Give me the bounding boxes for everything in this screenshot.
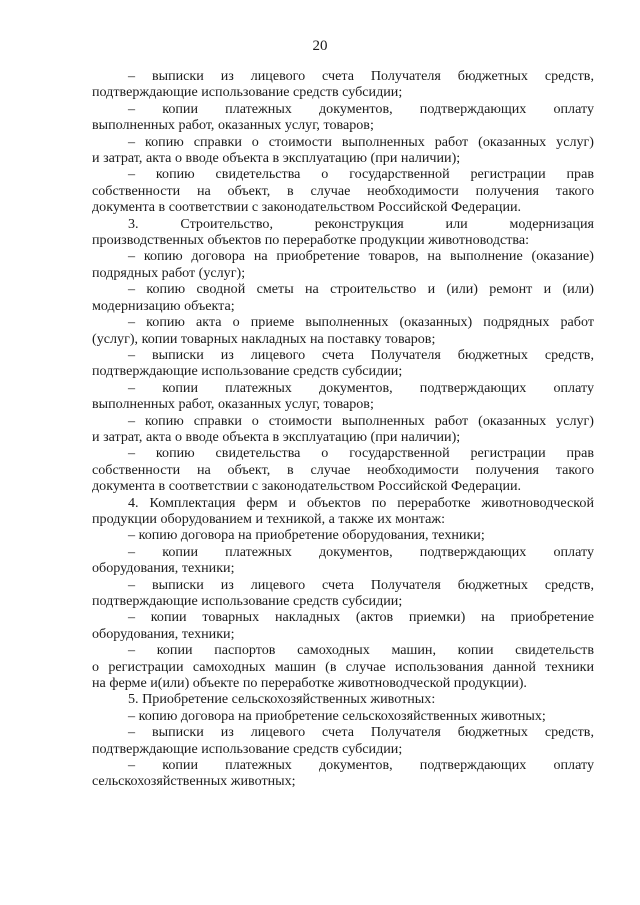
text-line: документа в соответствии с законодательством Российской Федерации. bbox=[92, 478, 522, 495]
list-item bbox=[92, 101, 594, 134]
list-item bbox=[92, 248, 594, 281]
list-item bbox=[92, 609, 594, 642]
list-item bbox=[92, 380, 594, 413]
list-item bbox=[92, 314, 594, 347]
text-line: 3. Строительство, реконструкция или модернизация bbox=[128, 215, 594, 232]
list-item bbox=[92, 642, 594, 691]
text-line: выполненных работ, оказанных услуг, товаров; bbox=[92, 396, 374, 413]
text-line: – копии платежных документов, подтверждающих оплату bbox=[128, 543, 594, 560]
list-item bbox=[92, 68, 594, 101]
text-line: подтверждающие использование средств субсидии; bbox=[92, 84, 403, 101]
text-line: и затрат, акта о вводе объекта в эксплуатацию (при наличии); bbox=[92, 150, 461, 167]
text-line: – копию договора на приобретение оборудования, техники; bbox=[128, 527, 485, 544]
text-line: – выписки из лицевого счета Получателя бюджетных средств, bbox=[128, 346, 594, 363]
document-body bbox=[92, 68, 594, 790]
text-line: – копию свидетельства о государственной регистрации прав bbox=[128, 166, 594, 183]
list-item bbox=[92, 166, 594, 215]
text-line: – копию свидетельства о государственной регистрации прав bbox=[128, 445, 594, 462]
list-item bbox=[92, 708, 594, 724]
list-item bbox=[92, 757, 594, 790]
text-line: – копию договора на приобретение товаров, на выполнение (оказание) bbox=[128, 248, 594, 265]
text-line: подтверждающие использование средств субсидии; bbox=[92, 593, 403, 609]
list-item bbox=[92, 347, 594, 380]
text-line: сельскохозяйственных животных; bbox=[92, 773, 296, 790]
text-line: – копии товарных накладных (актов приемки) на приобретение bbox=[128, 609, 594, 626]
text-line: – копии платежных документов, подтверждающих оплату bbox=[128, 757, 594, 774]
list-item bbox=[92, 544, 594, 577]
text-line: – копию справки о стоимости выполненных работ (оказанных услуг) bbox=[128, 133, 594, 150]
list-item bbox=[92, 134, 594, 167]
text-line: производственных объектов по переработке продукции животноводства: bbox=[92, 232, 530, 249]
text-line: оборудования, техники; bbox=[92, 625, 235, 642]
list-item bbox=[92, 724, 594, 757]
list-item bbox=[92, 281, 594, 314]
text-line: – копию сводной сметы на строительство и (или) ремонт и (или) bbox=[128, 281, 594, 298]
text-line: – копию акта о приеме выполненных (оказанных) подрядных работ bbox=[128, 314, 594, 331]
list-item bbox=[92, 445, 594, 494]
text-line: (услуг), копии товарных накладных на поставку товаров; bbox=[92, 330, 436, 347]
text-line: продукции оборудованием и техникой, а также их монтаж: bbox=[92, 510, 446, 527]
text-line: о регистрации самоходных машин (в случае использования данной техники bbox=[92, 658, 594, 675]
text-line: модернизацию объекта; bbox=[92, 297, 235, 314]
text-line: оборудования, техники; bbox=[92, 560, 235, 577]
text-line: 4. Комплектация ферм и объектов по переработке животноводческой bbox=[128, 494, 594, 511]
list-item bbox=[92, 527, 594, 543]
section-heading bbox=[92, 495, 594, 528]
text-line: подрядных работ (услуг); bbox=[92, 264, 246, 281]
text-line: документа в соответствии с законодательством Российской Федерации. bbox=[92, 199, 522, 216]
text-line: – копии платежных документов, подтверждающих оплату bbox=[128, 100, 594, 117]
page-number: 20 bbox=[312, 38, 328, 54]
text-line: – выписки из лицевого счета Получателя бюджетных средств, bbox=[128, 576, 594, 593]
list-item bbox=[92, 577, 594, 610]
list-item bbox=[92, 413, 594, 446]
text-line: на ферме и(или) объекте по переработке животноводческой продукции). bbox=[92, 675, 527, 692]
section-heading bbox=[92, 216, 594, 249]
text-line: подтверждающие использование средств субсидии; bbox=[92, 740, 403, 757]
text-line: – копии платежных документов, подтверждающих оплату bbox=[128, 379, 594, 396]
text-line: – копию договора на приобретение сельскохозяйственных животных; bbox=[128, 707, 546, 724]
text-line: и затрат, акта о вводе объекта в эксплуатацию (при наличии); bbox=[92, 428, 461, 445]
text-line: – выписки из лицевого счета Получателя бюджетных средств, bbox=[128, 724, 594, 741]
text-line: выполненных работ, оказанных услуг, товаров; bbox=[92, 117, 374, 134]
text-line: подтверждающие использование средств субсидии; bbox=[92, 363, 403, 380]
section-heading bbox=[92, 691, 594, 707]
text-line: 5. Приобретение сельскохозяйственных животных: bbox=[128, 691, 436, 708]
text-line: собственности на объект, в случае необходимости получения такого bbox=[92, 182, 594, 199]
text-line: – копию справки о стоимости выполненных работ (оказанных услуг) bbox=[128, 412, 594, 429]
text-line: – копии паспортов самоходных машин, копии свидетельств bbox=[128, 642, 594, 659]
text-line: собственности на объект, в случае необходимости получения такого bbox=[92, 461, 594, 478]
text-line: – выписки из лицевого счета Получателя бюджетных средств, bbox=[128, 68, 594, 84]
